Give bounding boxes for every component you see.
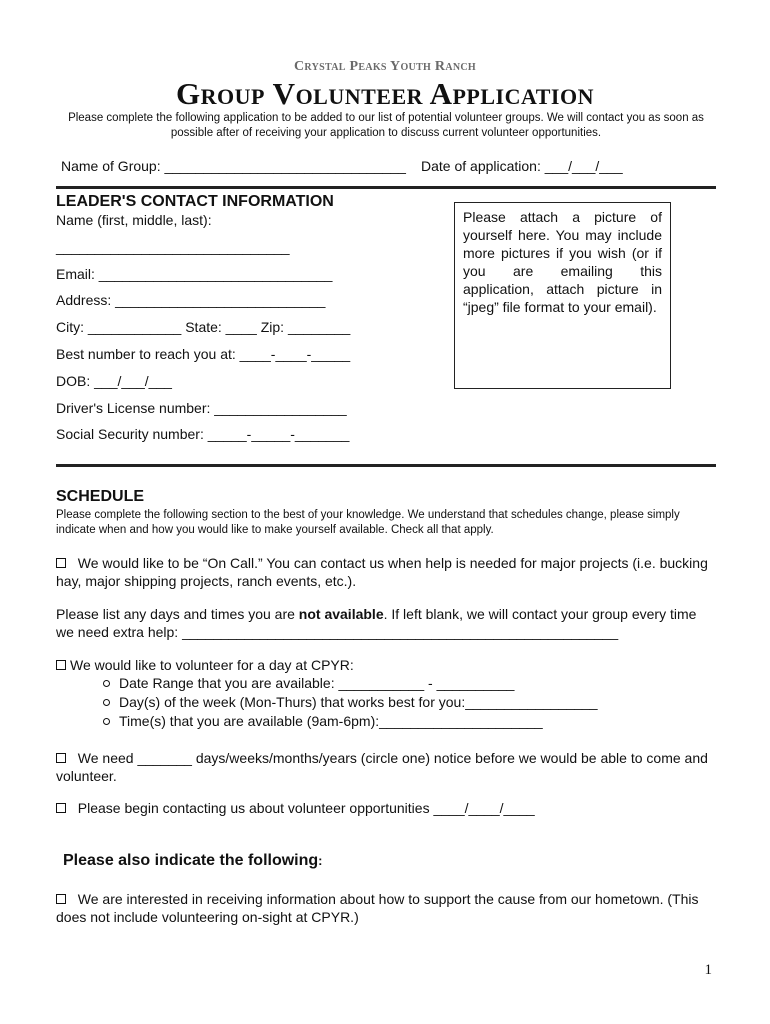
also-heading [63,852,323,870]
ssn-field[interactable]: Social Security number: _____-_____-_______ [56,426,350,442]
bullet-circle-icon [103,699,110,706]
hometown-support-text: We are interested in receiving information about how to support the cause from our hometown. (This does not include volunteering on-sight at CPYR.) [56,891,699,925]
email-field[interactable]: Email: ______________________________ [56,266,333,282]
on-call-text: We would like to be “On Call.” You can contact us when help is needed for major projects (i.e. bucking hay, major shipping projects, ranch events, etc.). [56,555,708,589]
on-call-checkbox[interactable] [56,558,66,568]
city-state-zip-field[interactable]: City: ____________ State: ____ Zip: ________ [56,319,351,335]
license-field[interactable]: Driver's License number: _________________ [56,400,347,416]
page-number: 1 [704,962,712,978]
hometown-support-checkbox[interactable] [56,894,66,904]
dob-field[interactable]: DOB: ___/___/___ [56,373,172,389]
leader-name-label: Name (first, middle, last): [56,212,212,228]
begin-contact-checkbox[interactable] [56,803,66,813]
leader-name-field[interactable]: ______________________________ [56,239,290,255]
phone-field[interactable]: Best number to reach you at: ____-____-_____ [56,346,351,362]
notice-option[interactable] [56,749,716,785]
begin-contact-option[interactable] [56,799,716,817]
notice-checkbox[interactable] [56,753,66,763]
not-available-text-post: . If left blank, we will contact your group every time we need extra help: ________________________________________________________ [56,606,697,640]
notice-text: We need _______ days/weeks/months/years (circle one) notice before we would be able to come and volunteer. [56,750,708,784]
time-available-text: Time(s) that you are available (9am-6pm):_____________________ [119,713,543,729]
volunteer-day-option[interactable] [56,656,716,674]
application-date-field[interactable]: Date of application: ___/___/___ [421,158,623,174]
volunteer-day-checkbox[interactable] [56,660,66,670]
organization-name: Crystal Peaks Youth Ranch [294,59,476,74]
page-title: Group Volunteer Application [176,76,594,111]
time-available-field[interactable] [103,713,543,729]
address-field[interactable]: Address: ___________________________ [56,292,326,308]
on-call-option[interactable] [56,554,716,590]
section-divider [56,464,716,467]
hometown-support-option[interactable] [56,890,716,926]
intro-text: Please complete the following application to be added to our list of potential volunteer groups. We will contact you as soon as possible after of receiving your application to discuss current volunteer opportunities. [68,112,704,139]
date-range-field[interactable] [103,675,514,691]
begin-contact-text: Please begin contacting us about volunteer opportunities ____/____/____ [77,800,535,816]
group-name-field[interactable]: Name of Group: _______________________________ [61,158,406,174]
not-available-field[interactable] [56,605,716,641]
also-heading-colon: : [318,853,323,868]
bullet-circle-icon [103,680,110,687]
section-divider [56,186,716,189]
also-heading-text: Please also indicate the following [63,852,319,869]
days-of-week-field[interactable] [103,694,598,710]
photo-box-text: Please attach a picture of yourself here. You may include more pictures if you wish (or if you are emailing this application, attach picture in “jpeg” file format to your email). [463,209,662,315]
photo-attachment-box[interactable] [454,202,671,389]
schedule-heading: SCHEDULE [56,488,145,505]
days-of-week-text: Day(s) of the week (Mon-Thurs) that works best for you:_________________ [119,694,598,710]
schedule-intro: Please complete the following section to the best of your knowledge. We understand that schedules change, please simply indicate when and how you would like to make yourself available. Check all that apply. [56,509,680,536]
not-available-text-pre: Please list any days and times you are [56,606,299,622]
bullet-circle-icon [103,718,110,725]
not-available-emphasis: not available [298,606,384,622]
volunteer-day-text: We would like to volunteer for a day at CPYR: [70,657,354,673]
leader-section-heading: LEADER'S CONTACT INFORMATION [56,193,334,210]
date-range-text: Date Range that you are available: ___________ - __________ [119,675,515,691]
